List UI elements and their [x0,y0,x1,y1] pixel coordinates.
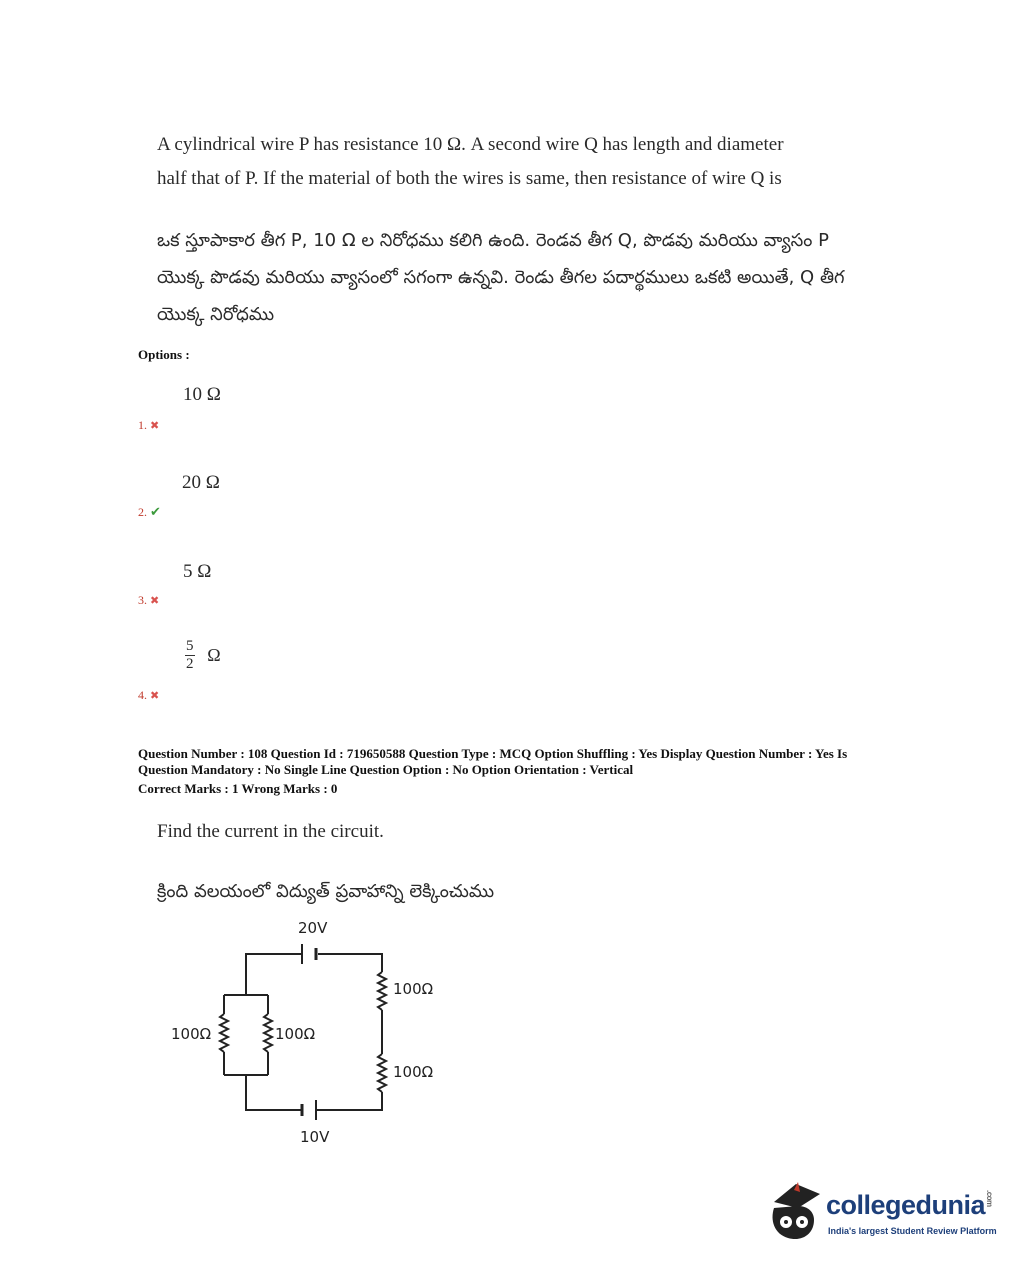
resistor-right-top [378,972,386,1010]
current-question-en: Find the current in the circuit. [157,821,384,842]
wrong-mark-icon: ✖ [150,689,160,702]
option-4-unit: Ω [207,645,221,665]
wrong-mark-icon: ✖ [150,594,160,607]
option-4-value [185,638,221,673]
mascot-icon [768,1180,824,1242]
correct-mark-icon: ✔ [150,505,161,520]
option-3-number: 3. [138,593,147,607]
question-meta [138,746,898,797]
fraction-numerator: 5 [186,638,194,654]
resistor-left-outer-label: 100Ω [171,1025,212,1043]
option-1-value: 10 Ω [183,384,221,405]
logo-name-text: collegedunia [826,1190,986,1220]
question-text-te [157,222,845,333]
options-label: Options : [138,347,190,362]
question-text-te-line2: యొక్క పొడవు మరియు వ్యాసంలో సగంగా ఉన్నవి. రెండు తీగల పదార్థములు ఒకటి అయితే, Q తీగ [157,267,845,288]
resistor-left-outer [220,1014,228,1052]
option-3 [138,593,159,608]
option-4 [138,688,159,703]
resistor-left-inner-label: 100Ω [275,1025,316,1043]
option-4-number: 4. [138,688,147,702]
fraction-denominator: 2 [186,656,194,672]
resistor-left-inner [264,1014,272,1052]
question-meta-line1: Question Number : 108 Question Id : 719650588 Question Type : MCQ Option Shuffling : Yes Display Question Number : Yes Is [138,746,848,761]
option-1-number: 1. [138,418,147,432]
battery-20v-label: 20V [298,919,328,937]
option-2-value: 20 Ω [182,472,220,493]
logo-suffix: .com [985,1190,995,1207]
logo-tagline: India's largest Student Review Platform [828,1226,997,1236]
wrong-mark-icon: ✖ [150,419,160,432]
option-2-number: 2. [138,505,147,519]
logo-name [826,1190,994,1221]
question-text-en-line2: half that of P. If the material of both the wires is same, then resistance of wire Q is [157,168,782,189]
resistor-right-bottom-label: 100Ω [393,1063,434,1081]
current-question-te: క్రింది వలయంలో విద్యుత్ ప్రవాహాన్ని లెక్కించుము [157,881,495,902]
circuit-diagram [160,910,460,1150]
option-1 [138,418,159,433]
question-text-te-line1: ఒక స్తూపాకార తీగ P, 10 Ω ల నిరోధము కలిగి ఉంది. రెండవ తీగ Q, పొడవు మరియు వ్యాసం P [157,230,829,251]
resistor-right-top-label: 100Ω [393,980,434,998]
question-meta-line2: Question Mandatory : No Single Line Question Option : No Option Orientation : Vertical [138,762,634,777]
option-3-value: 5 Ω [183,561,212,582]
fraction [185,638,195,673]
resistor-right-bottom [378,1054,386,1092]
question-meta-line3: Correct Marks : 1 Wrong Marks : 0 [138,781,338,796]
question-text-en [157,128,784,196]
option-2 [138,505,161,520]
battery-10v-label: 10V [300,1128,330,1146]
question-text-te-line3: యొక్క నిరోధము [157,304,275,325]
collegedunia-logo[interactable] [768,1178,998,1244]
question-text-en-line1: A cylindrical wire P has resistance 10 Ω. A second wire Q has length and diameter [157,134,784,155]
